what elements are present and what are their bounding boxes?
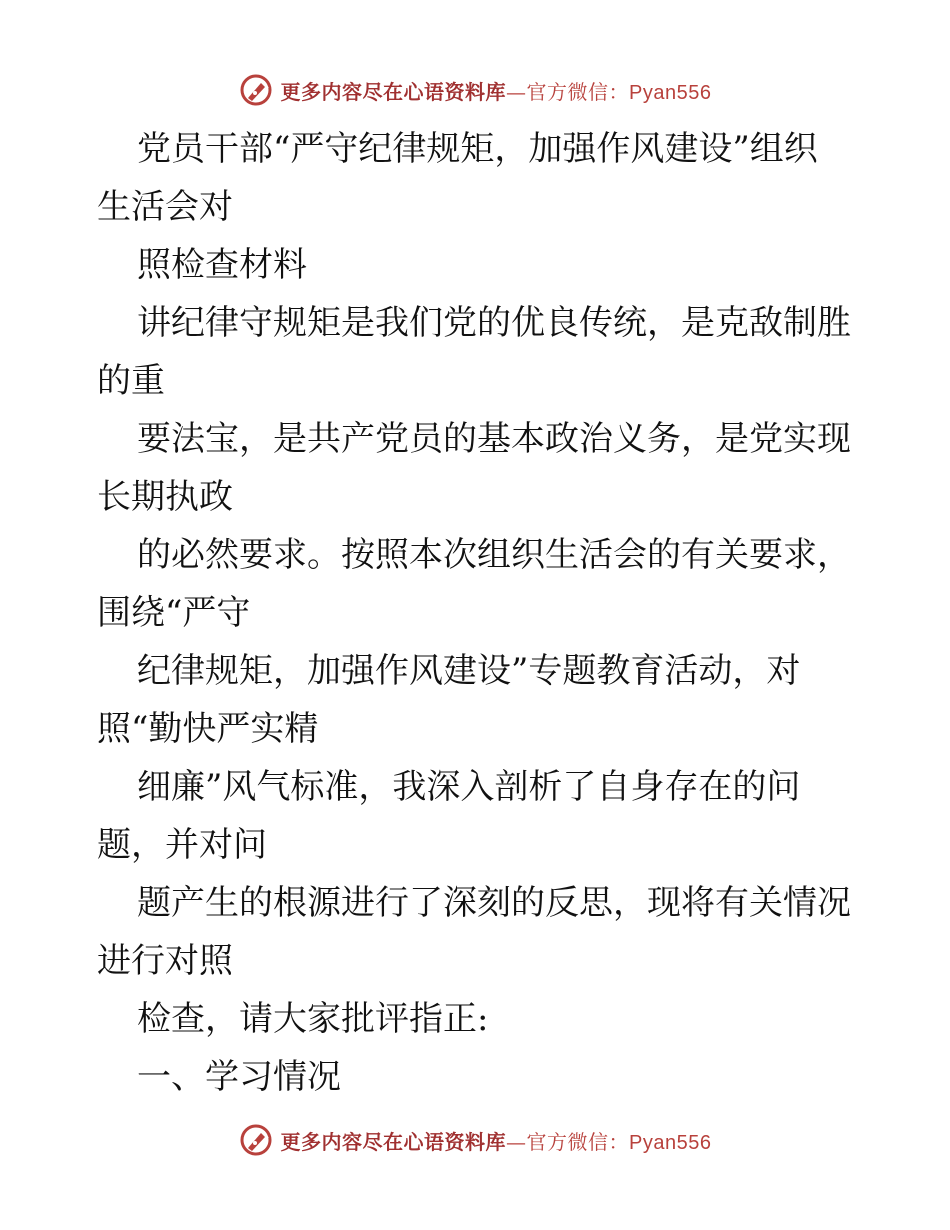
footer-banner-secondary: —官方微信： xyxy=(506,1129,630,1154)
footer-banner xyxy=(0,1120,950,1160)
text-line: 的重 xyxy=(97,361,165,401)
footer-banner-account: Pyan556 xyxy=(629,1131,712,1154)
header-banner-primary: 更多内容尽在心语资料库 xyxy=(280,79,507,104)
section-heading: 一、学习情况 xyxy=(137,1057,341,1097)
text-line: 题，并对问 xyxy=(97,825,267,865)
text-line: 题产生的根源进行了深刻的反思，现将有关情况 xyxy=(137,883,851,923)
text-line: 细廉”风气标准，我深入剖析了自身存在的问 xyxy=(137,767,801,807)
document-body xyxy=(97,120,857,1106)
text-line: 长期执政 xyxy=(97,477,233,517)
text-line: 围绕“严守 xyxy=(97,593,251,633)
text-line: 讲纪律守规矩是我们党的优良传统，是克敌制胜 xyxy=(137,303,851,343)
text-line: 要法宝，是共产党员的基本政治义务，是党实现 xyxy=(137,419,851,459)
header-banner-account: Pyan556 xyxy=(629,81,712,104)
header-banner-secondary: —官方微信： xyxy=(506,79,630,104)
text-line: 纪律规矩，加强作风建设”专题教育活动，对 xyxy=(137,651,801,691)
text-line: 生活会对 xyxy=(97,187,233,227)
text-line: 进行对照 xyxy=(97,941,233,981)
header-banner xyxy=(0,70,950,110)
text-line: 检查，请大家批评指正: xyxy=(137,999,489,1039)
footer-banner-primary: 更多内容尽在心语资料库 xyxy=(280,1129,507,1154)
pen-nib-circle-logo-icon xyxy=(239,73,273,107)
text-line: 党员干部“严守纪律规矩，加强作风建设”组织 xyxy=(137,129,818,169)
pen-nib-circle-logo-icon xyxy=(239,1123,273,1157)
footer-banner-text xyxy=(281,1126,712,1155)
text-line: 照“勤快严实精 xyxy=(97,709,319,749)
text-line: 照检查材料 xyxy=(137,245,307,285)
text-line: 的必然要求。按照本次组织生活会的有关要求， xyxy=(137,535,851,575)
header-banner-text xyxy=(281,76,712,105)
